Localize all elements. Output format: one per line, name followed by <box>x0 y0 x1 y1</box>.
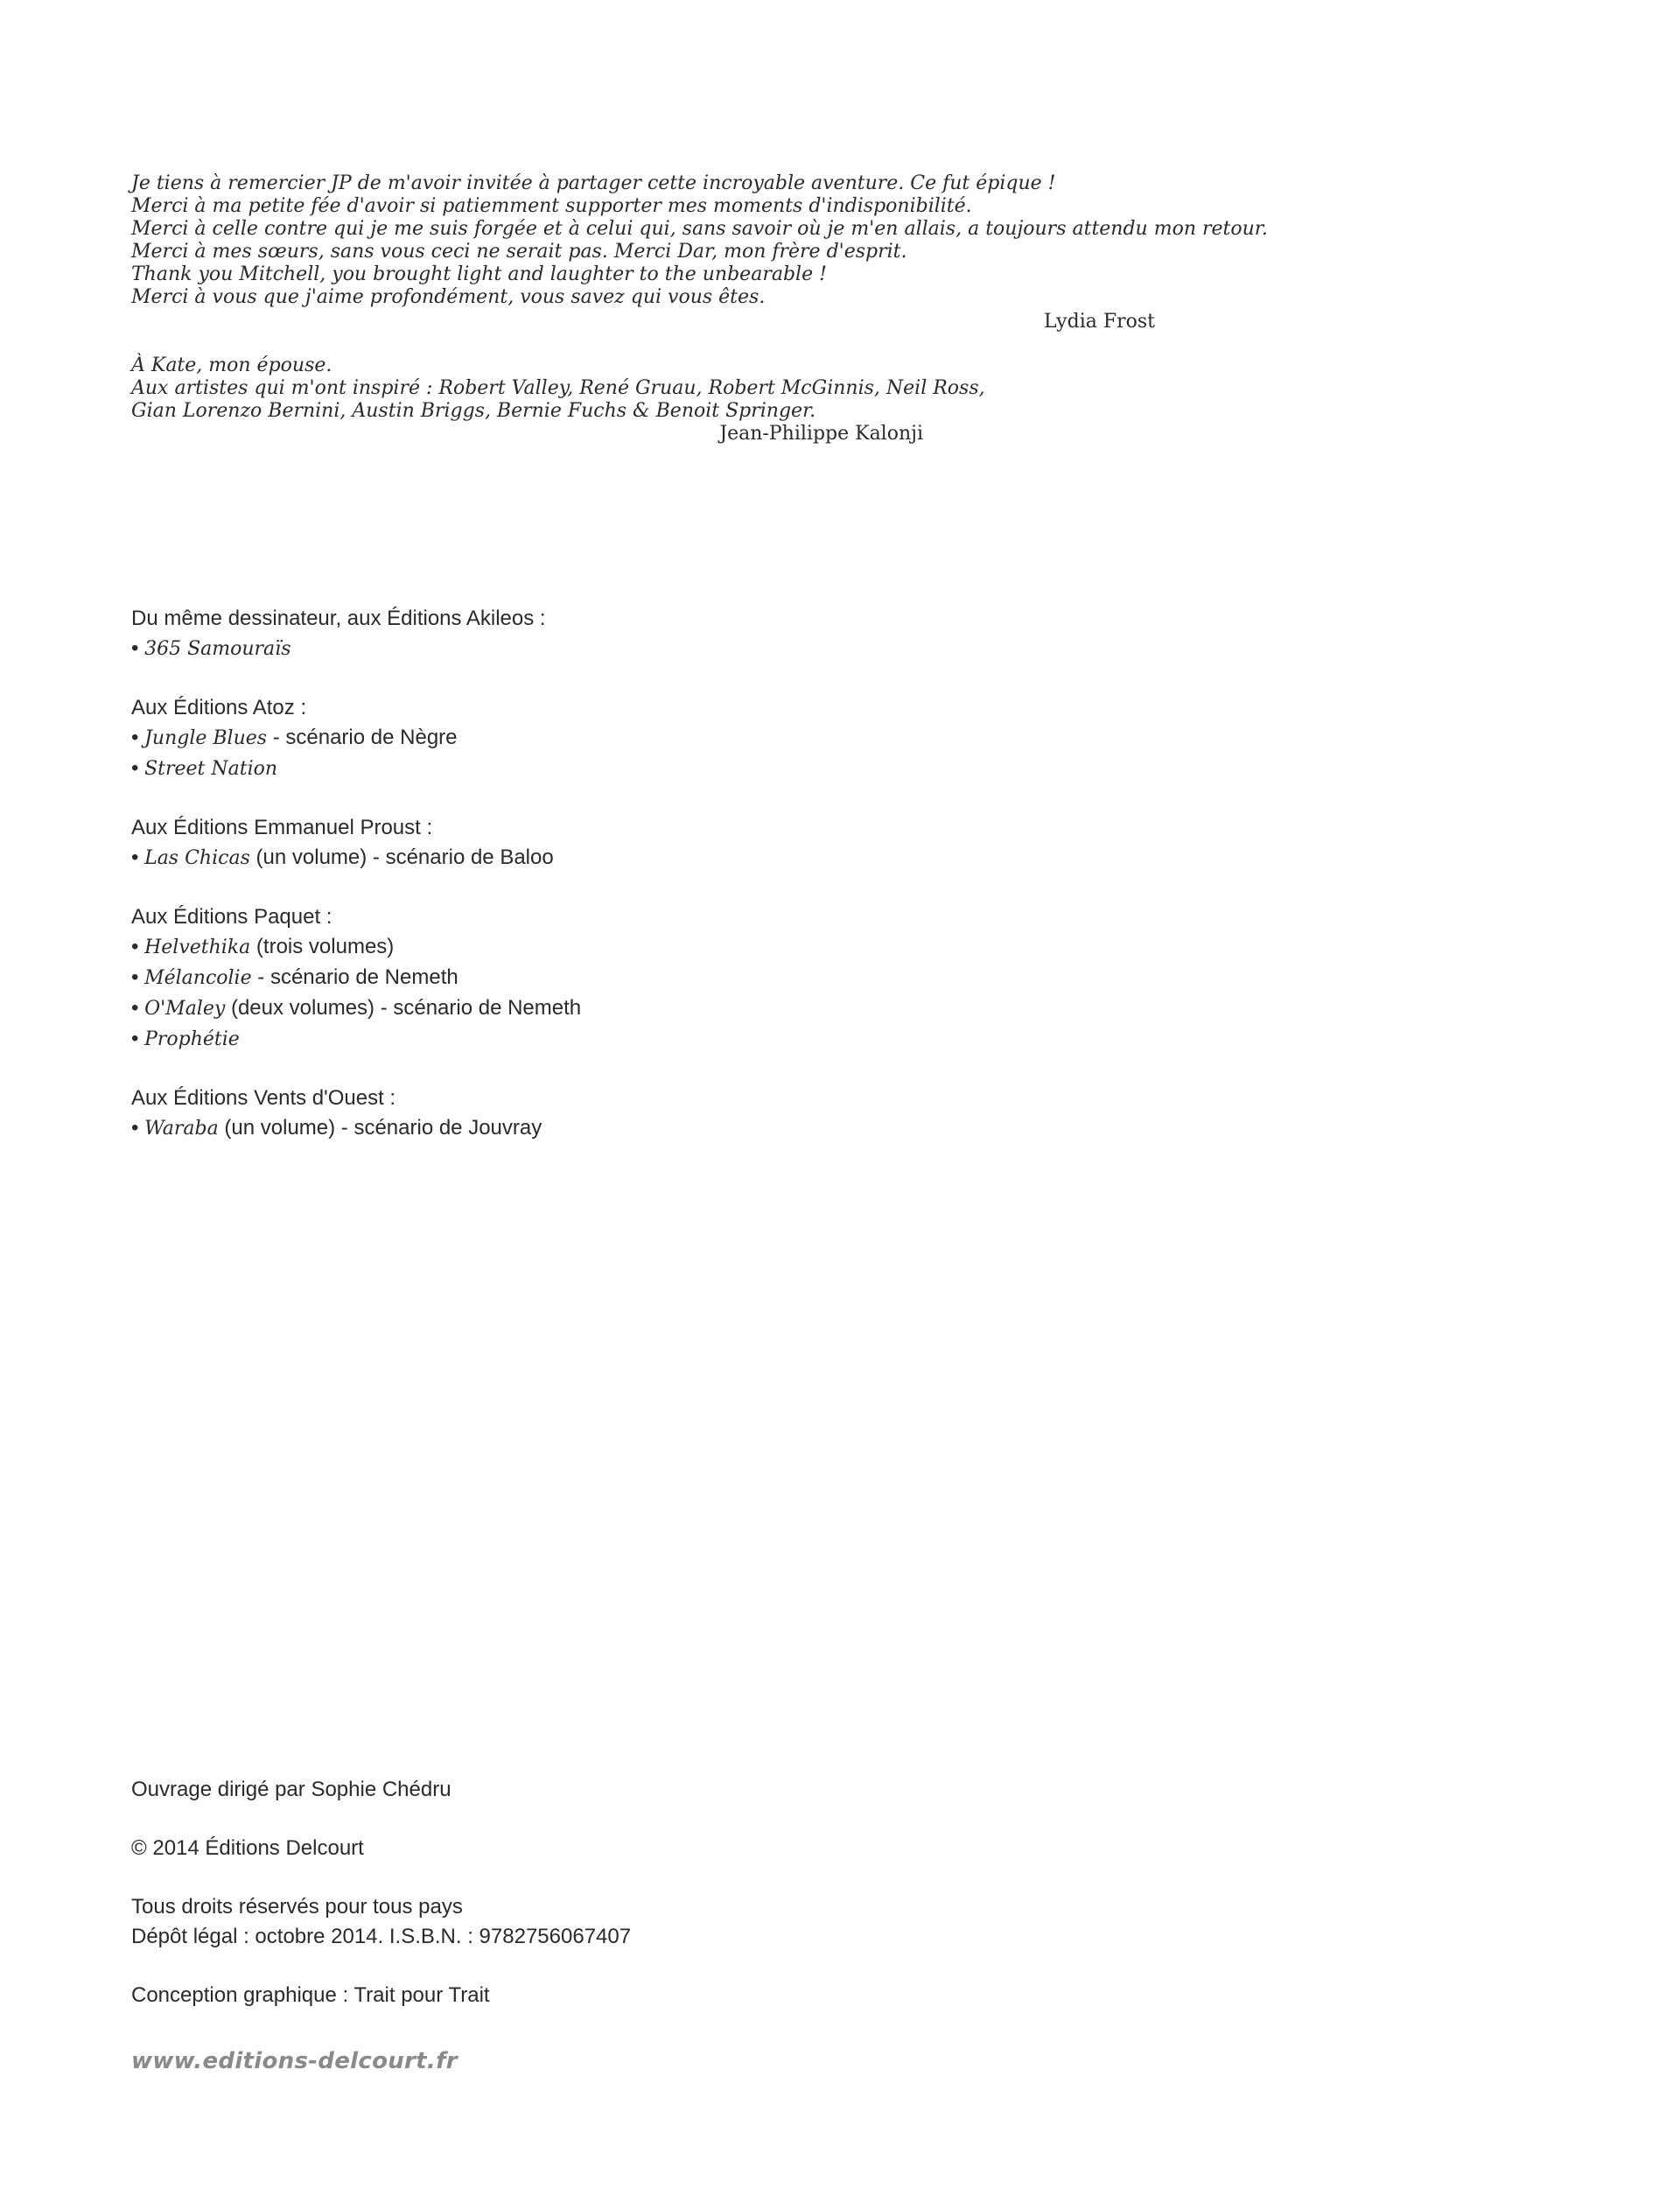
legal-deposit: Dépôt légal : octobre 2014. I.S.B.N. : 9782756067407 <box>131 1925 632 1948</box>
list-item <box>131 634 1006 664</box>
book-title: Prophétie <box>144 1028 240 1050</box>
bullet: • <box>131 756 145 780</box>
section-title: Aux Éditions Atoz : <box>131 696 307 719</box>
list-item <box>131 754 1006 784</box>
list-item <box>131 1024 1006 1055</box>
bullet: • <box>131 1027 145 1050</box>
bibliography-section <box>131 813 1006 873</box>
publisher-website: www.editions-delcourt.fr <box>131 2048 458 2074</box>
book-details: (un volume) - scénario de Jouvray <box>218 1116 542 1140</box>
bibliography-section <box>131 1084 1006 1144</box>
section-title: Aux Éditions Emmanuel Proust : <box>131 816 433 839</box>
list-item <box>131 932 1006 963</box>
book-details: (trois volumes) <box>250 935 395 958</box>
design-credit: Conception graphique : Trait pour Trait <box>131 1983 490 2007</box>
bullet: • <box>131 935 145 958</box>
book-details: (deux volumes) - scénario de Nemeth <box>225 996 582 1020</box>
dedication-line: Merci à vous que j'aime profondément, vous savez qui vous êtes. <box>131 286 766 308</box>
book-details: - scénario de Nemeth <box>251 965 458 989</box>
bibliography <box>131 604 1006 1173</box>
bullet: • <box>131 965 145 989</box>
bullet: • <box>131 996 145 1020</box>
rights-notice: Tous droits réservés pour tous pays <box>131 1895 463 1919</box>
list-item <box>131 993 1006 1024</box>
credits-block <box>131 1892 1006 1952</box>
dedication-line: Aux artistes qui m'ont inspiré : Robert Valley, René Gruau, Robert McGinnis, Neil Ross, <box>131 377 985 399</box>
section-title: Aux Éditions Paquet : <box>131 905 332 929</box>
book-title: 365 Samouraïs <box>144 638 291 660</box>
bibliography-section <box>131 902 1006 1055</box>
dedication-line: Merci à celle contre qui je me suis forgée et à celui qui, sans savoir où je m'en allais, a toujours attendu mon retour. <box>131 218 1268 240</box>
bibliography-section <box>131 693 1006 784</box>
bullet: • <box>131 726 145 749</box>
list-item <box>131 1113 1006 1144</box>
book-title: Street Nation <box>144 758 278 780</box>
credits <box>131 1775 1006 2039</box>
credits-block <box>131 1834 1006 1863</box>
book-title: Mélancolie <box>144 967 252 989</box>
list-item <box>131 843 1006 873</box>
dedication-line: Merci à mes sœurs, sans vous ceci ne serait pas. Merci Dar, mon frère d'esprit. <box>131 241 907 263</box>
dedication-line: Merci à ma petite fée d'avoir si patiemment supporter mes moments d'indisponibilité. <box>131 195 972 217</box>
list-item <box>131 723 1006 754</box>
dedication-jean-philippe-kalonji <box>131 354 985 446</box>
book-title: Las Chicas <box>144 847 250 869</box>
bullet: • <box>131 636 145 660</box>
section-title: Du même dessinateur, aux Éditions Akileos : <box>131 607 546 630</box>
bibliography-section <box>131 604 1006 664</box>
bullet: • <box>131 845 145 869</box>
signature: Lydia Frost <box>1043 311 1155 333</box>
section-title: Aux Éditions Vents d'Ouest : <box>131 1086 396 1110</box>
book-details: - scénario de Nègre <box>267 726 458 749</box>
bullet: • <box>131 1116 145 1140</box>
book-title: Jungle Blues <box>144 727 268 749</box>
dedication-line: Gian Lorenzo Bernini, Austin Briggs, Bernie Fuchs & Benoit Springer. <box>131 400 816 422</box>
dedication-line: Thank you Mitchell, you brought light and laughter to the unbearable ! <box>131 263 827 285</box>
editor-credit: Ouvrage dirigé par Sophie Chédru <box>131 1778 452 1801</box>
book-title: Waraba <box>144 1118 219 1140</box>
list-item <box>131 963 1006 993</box>
credits-block <box>131 1981 1006 2010</box>
signature: Jean-Philippe Kalonji <box>719 423 923 445</box>
book-title: Helvethika <box>144 937 251 958</box>
dedication-line: À Kate, mon épouse. <box>131 354 332 376</box>
credits-block <box>131 1775 1006 1805</box>
book-details: (un volume) - scénario de Baloo <box>249 845 554 869</box>
dedication-line: Je tiens à remercier JP de m'avoir invitée à partager cette incroyable aventure. Ce fut épique ! <box>131 172 1056 194</box>
dedication-lydia-frost <box>131 172 1268 333</box>
book-title: O'Maley <box>144 998 226 1020</box>
copyright-notice: © 2014 Éditions Delcourt <box>131 1836 364 1860</box>
